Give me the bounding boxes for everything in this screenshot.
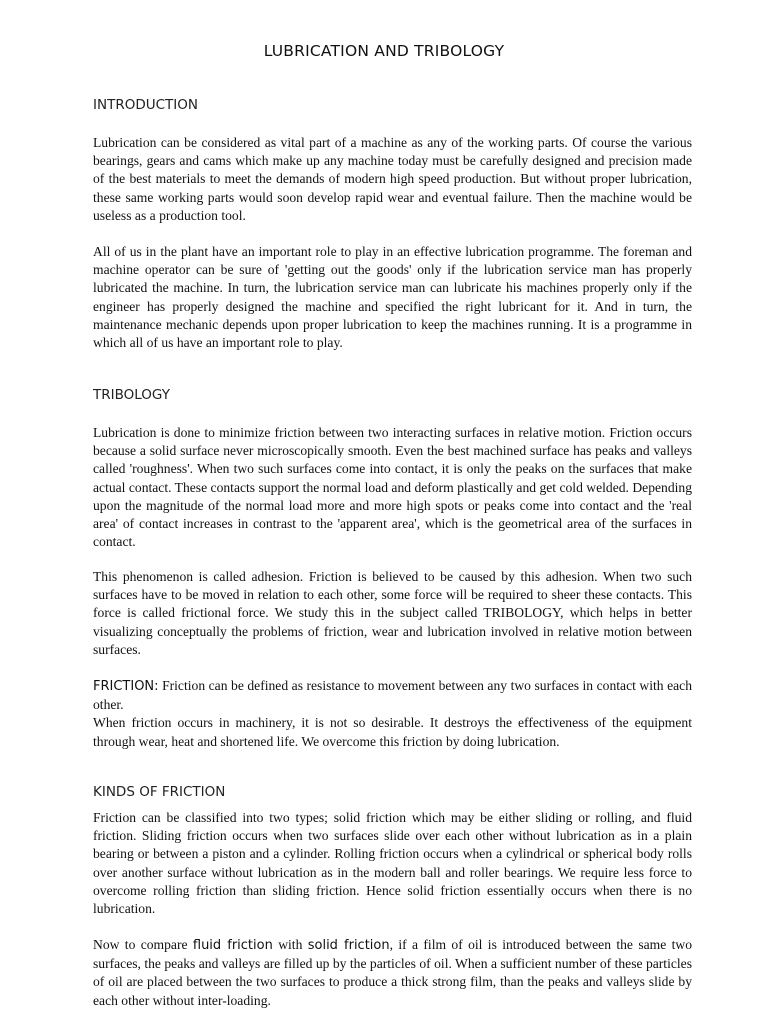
- solid-friction-term: solid friction: [307, 938, 390, 953]
- friction-label: FRICTION:: [93, 679, 159, 694]
- paragraph-kinds-of-friction: Friction can be classified into two types; solid friction which may be either sliding or rolling, and fluid friction. Sliding friction occurs when two surfaces slide over each other without lubrication as in a plain bearing or between a piston and a cylinder. Rolling friction occurs when a cylindrical or spherical body rolls over another surface without lubrication as in the modern ball and roller bearings. We require less force to overcome rolling friction than sliding friction. Hence solid friction essentially occurs when there is no lubrication.: [93, 810, 692, 917]
- section-heading-kinds-of-friction: KINDS OF FRICTION: [93, 784, 226, 800]
- paragraph-introduction-1: Lubrication can be considered as vital part of a machine as any of the working parts. Of course the various bearings, gears and cams which make up any machine today must be carefully designed and precision made of the best materials to meet the demands of modern high speed production. But without proper lubrication, these same working parts would soon develop rapid wear and eventual failure. Then the machine would be useless as a production tool.: [93, 135, 692, 223]
- paragraph-introduction-2: All of us in the plant have an important role to play in an effective lubrication programme. The foreman and machine operator can be sure of 'getting out the goods' only if the lubrication service man has properly lubricated the machine. In turn, the lubrication service man can lubricate his machines properly only if the engineer has properly designed the machine and specified the right lubricant for it. And in turn, the maintenance mechanic depends upon proper lubrication to keep the machines running. It is a programme in which all of us have an important role to play.: [93, 244, 692, 351]
- paragraph-tribology-2: This phenomenon is called adhesion. Friction is believed to be caused by this adhesion. When two such surfaces have to be moved in relation to each other, some force will be required to sheer these contacts. This force is called frictional force. We study this in the subject called TRIBOLOGY, which helps in better visualizing conceptually the problems of friction, wear and lubrication involved in relative motion between surfaces.: [93, 569, 692, 657]
- section-heading-tribology: TRIBOLOGY: [93, 387, 170, 403]
- paragraph-tribology-1: Lubrication is done to minimize friction between two interacting surfaces in relative motion. Friction occurs because a solid surface never microscopically smooth. Even the best machined surface has peaks and valleys called 'roughness'. When two such surfaces come into contact, it is only the peaks on the surfaces that make actual contact. These contacts support the normal load and deform plastically and get cold welded. Depending upon the magnitude of the normal load more and more high spots or peaks come into contact and the 'real area' of contact increases in contrast to the 'apparent area', which is the geometrical area of the surfaces in contact.: [93, 425, 692, 550]
- compare-lead: Now to compare: [93, 937, 193, 952]
- friction-effect: When friction occurs in machinery, it is not so desirable. It destroys the effectiveness of the equipment through wear, heat and shortened life. We overcome this friction by doing lubrication.: [93, 715, 692, 749]
- compare-rest: , if a film of oil is introduced between the same two surfaces, the peaks and valleys are filled up by the particles of oil. When a sufficient number of these particles of oil are placed between the two surfaces to produce a thick strong film, than the peaks and valleys slide by each other without inter-loading.: [93, 937, 692, 1008]
- document-title: LUBRICATION AND TRIBOLOGY: [263, 42, 505, 60]
- paragraph-friction: [93, 677, 692, 751]
- section-heading-introduction: INTRODUCTION: [93, 97, 198, 113]
- fluid-friction-term: fluid friction: [192, 938, 273, 953]
- paragraph-fluid-vs-solid: [93, 936, 692, 1010]
- compare-with: with: [272, 937, 308, 952]
- friction-definition: Friction can be defined as resistance to movement between any two surfaces in contact with each other.: [93, 678, 692, 713]
